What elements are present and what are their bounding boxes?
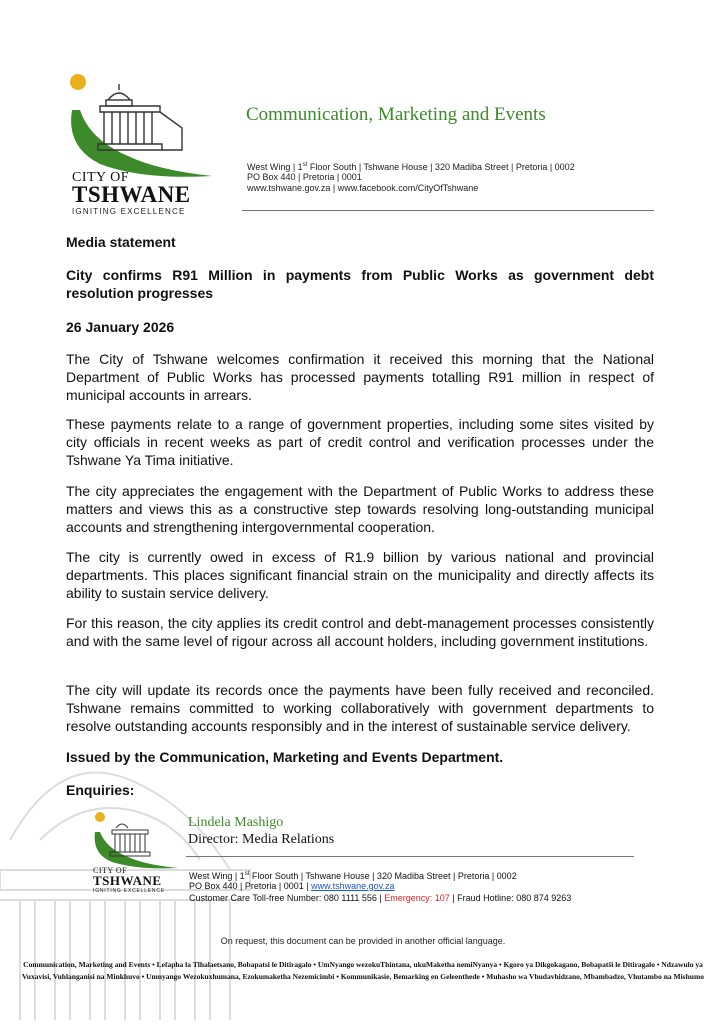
department-title: Communication, Marketing and Events	[246, 104, 546, 125]
customer-care-line: Customer Care Toll-free Number: 080 1111 556 |	[189, 893, 385, 903]
paragraph-4: The city is currently owed in excess of R1.9 billion by various national and provincial departments. This places significant financial strain on the municipality and directly affects its ability to sustain service delivery.	[66, 549, 654, 601]
emergency-number: Emergency: 107	[384, 893, 450, 903]
contact-phone-lines	[189, 892, 571, 904]
footer-logo-name: TSHWANE	[93, 873, 162, 888]
city-of-tshwane-logo	[62, 72, 222, 222]
paragraph-3: The city appreciates the engagement with the Department of Public Works to address these matters and views this as a constructive step towards resolving long-outstanding municipal accounts and strengthening intergovernmental cooperation.	[66, 483, 654, 535]
paragraph-2: These payments relate to a range of government properties, including some sites visited by city officials in recent weeks as part of credit control and verification processes under the Tshwane Ya Tima initiative.	[66, 416, 654, 468]
contact-po-box-text: PO Box 440 | Pretoria | 0001 |	[189, 881, 312, 891]
logo-name-text: TSHWANE	[72, 182, 191, 207]
statement-date: 26 January 2026	[66, 319, 175, 335]
contact-address-post: Floor South | Tshwane House | 320 Madiba Street | Pretoria | 0002	[249, 871, 517, 881]
contact-address-sup: st	[244, 871, 250, 877]
enquiries-label: Enquiries:	[66, 782, 135, 798]
paragraph-5: For this reason, the city applies its credit control and debt-management processes consistently and with the same level of rigour across all account holders, including government institutions.	[66, 615, 654, 649]
header-address-pre: West Wing | 1	[247, 162, 303, 172]
tshwane-house-emblem-icon	[62, 72, 222, 182]
footer-tshwane-logo	[88, 810, 183, 894]
header-po-box: PO Box 440 | Pretoria | 0001	[247, 172, 362, 182]
statement-headline: City confirms R91 Million in payments from Public Works as government debt resolution progresses	[66, 267, 654, 301]
contact-po-box	[189, 880, 394, 892]
contact-title: Director: Media Relations	[188, 832, 335, 847]
header-web-links: www.tshwane.gov.za | www.facebook.com/CityOfTshwane	[247, 183, 479, 193]
paragraph-6: The city will update its records once the payments have been fully received and reconciled. Tshwane remains committed to working collaboratively with government departments to resolve outstanding accounts responsibly and in the interest of sustainable service delivery.	[66, 682, 654, 734]
department-name-translations: Communication, Marketing and Events • Lefapha la Tlhalaetsano, Bobapatsi le Ditiragalo • UmNyango wezokuThintana, ukuMaketha nemiNyanya • Kgoro ya Dikgokagano, Bobapatši le Ditiragalo • Ndzawulo ya Vuxavisi, Vuhlanganisi na Minkhuvo • Umnyango Wezokuxhumana, Ezokumaketha Nezemicimbi • Kommunikasie, Bemarking en Geleenthede • Muhasho wa Vhudavhidzano, Mbambadzo, Vhutambo na Mishumo	[22, 960, 704, 981]
issued-by: Issued by the Communication, Marketing and Events Department.	[66, 749, 504, 765]
fraud-hotline: | Fraud Hotline: 080 874 9263	[449, 893, 572, 903]
paragraph-1: The City of Tshwane welcomes confirmation it received this morning that the National Department of Public Works has processed payments totalling R91 million in respect of municipal accounts in arrears.	[66, 351, 654, 403]
header-address-post: Floor South | Tshwane House | 320 Madiba Street | Pretoria | 0002	[307, 162, 575, 172]
contact-address-pre: West Wing | 1	[189, 871, 245, 881]
footer-logo-tagline: IGNITING EXCELLENCE	[93, 888, 165, 894]
logo-city-text: CITY OF	[72, 170, 130, 185]
header-divider	[242, 210, 654, 211]
contact-website-link[interactable]: www.tshwane.gov.za	[311, 881, 395, 891]
statement-label: Media statement	[66, 234, 176, 250]
logo-tagline-text: IGNITING EXCELLENCE	[72, 207, 186, 216]
header-address-sup: st	[302, 162, 308, 168]
footer-emblem-icon	[88, 810, 183, 872]
contact-divider	[186, 856, 634, 857]
footer-logo-city: CITY OF	[93, 866, 128, 875]
language-request-note: On request, this document can be provided in another official language.	[220, 936, 506, 946]
contact-name: Lindela Mashigo	[188, 815, 284, 830]
